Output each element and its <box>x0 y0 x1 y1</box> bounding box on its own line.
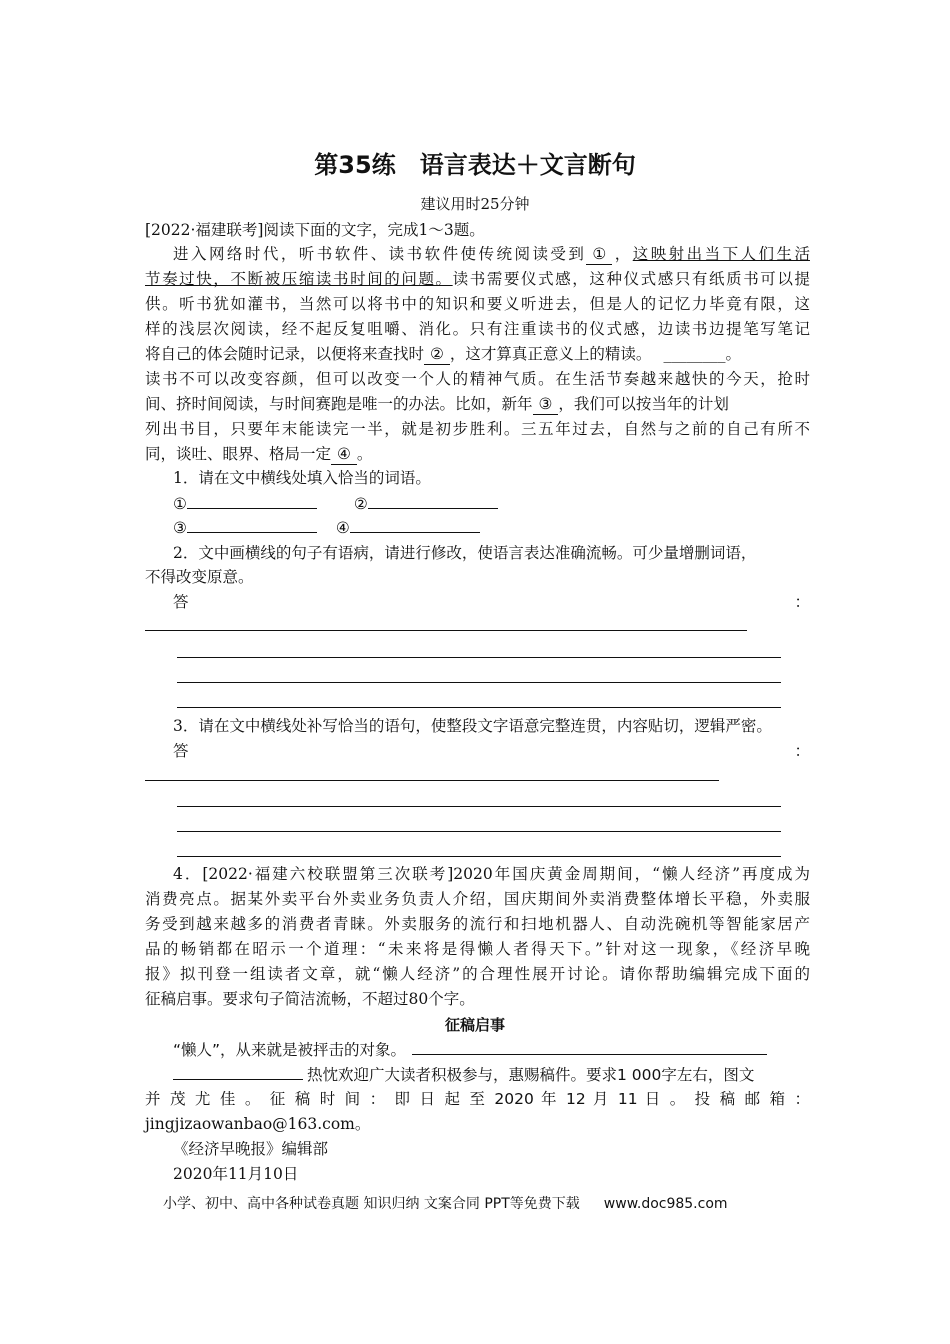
question-1: 1．请在文中横线处填入恰当的词语。 <box>173 469 431 487</box>
blank-3[interactable]: ③ <box>533 394 559 415</box>
answer-field-2[interactable] <box>368 491 498 509</box>
q3-answer-line-4[interactable] <box>177 856 781 857</box>
q3-answer-line-3[interactable] <box>177 831 781 832</box>
q3-answer-line-2[interactable] <box>177 806 781 807</box>
passage-line-4: 样的浅层次阅读，经不起反复咀嚼、消化。只有注重读书的仪式感，边读书边提笔写笔记 <box>145 320 810 338</box>
blank-1[interactable]: ① <box>586 244 612 265</box>
q1-answer-row-1: ① ② <box>173 491 810 516</box>
passage-line-3: 供。听书犹如灌书，当然可以将书中的知识和要义听进去，但是人的记忆力毕竟有限，这 <box>145 295 810 313</box>
passage-line-5: 将自己的体会随时记录，以便将来查找时 ② ，这才算真正意义上的精读。 ________。 <box>145 345 741 363</box>
blank-missing-sentence[interactable]: ________。 <box>663 345 741 363</box>
notice-line-3: 并 茂 尤 佳 。 征 稿 时 间 ： 即 日 起 至 2020 年 12 月 11 日 。 投 稿 邮 箱 ： <box>145 1090 810 1108</box>
question-2-cont: 不得改变原意。 <box>145 568 254 586</box>
question-4-line-6: 征稿启事。要求句子简洁流畅，不超过80个字。 <box>145 990 475 1008</box>
passage-line-8: 列出书目，只要年末能读完一半，就是初步胜利。三五年过去，自然与之前的自己有所不 <box>145 420 810 438</box>
q3-answer-line-1[interactable] <box>145 780 719 781</box>
notice-line-1: “懒人”，从来就是被抨击的对象。 <box>173 1037 810 1062</box>
q2-answer-line-1[interactable] <box>145 630 747 631</box>
question-4-line-1: 4．[2022·福建六校联盟第三次联考]2020年国庆黄金周期间，“懒人经济”再度成为 <box>173 865 810 883</box>
passage-line-6: 读书不可以改变容颜，但可以改变一个人的精神气质。在生活节奏越来越快的今天，抢时 <box>145 370 810 388</box>
notice-blank-2[interactable] <box>173 1062 303 1080</box>
blank-2[interactable]: ② <box>424 344 450 365</box>
q3-answer-label: 答 ： <box>173 742 810 760</box>
blank-4[interactable]: ④ <box>331 444 357 465</box>
page-title: 第35练 语言表达＋文言断句 <box>314 151 636 179</box>
notice-line-2: 热忱欢迎广大读者积极参与，惠赐稿件。要求1 000字左右，图文 <box>173 1062 810 1087</box>
footer <box>163 1193 728 1213</box>
passage-line-7: 间、挤时间阅读，与时间赛跑是唯一的办法。比如，新年 ③ ，我们可以按当年的计划 <box>145 395 729 413</box>
notice-date: 2020年11月10日 <box>173 1165 299 1183</box>
passage-line-1: 进入网络时代，听书软件、读书软件使传统阅读受到 ① ，这映射出当下人们生活 <box>173 245 810 263</box>
notice-title: 征稿启事 <box>444 1016 505 1034</box>
question-4-line-3: 务受到越来越多的消费者青睐。外卖服务的流行和扫地机器人、自动洗碗机等智能家居产 <box>145 915 810 933</box>
footer-link[interactable]: www.doc985.com <box>603 1196 728 1212</box>
q2-answer-label: 答 ： <box>173 593 810 611</box>
q1-answer-row-2: ③ ④ <box>173 515 810 540</box>
footer-text: 小学、初中、高中各种试卷真题 知识归纳 文案合同 PPT等免费下载 <box>163 1196 580 1212</box>
page-subtitle: 建议用时25分钟 <box>420 195 530 213</box>
answer-field-3[interactable] <box>187 515 317 533</box>
notice-blank-1[interactable] <box>412 1037 767 1055</box>
notice-email: jingjizaowanbao@163.com。 <box>145 1115 371 1133</box>
question-4-line-5: 报》拟刊登一组读者文章，就“懒人经济”的合理性展开讨论。请你帮助编辑完成下面的 <box>145 965 810 983</box>
question-4-line-4: 品的畅销都在昭示一个道理：“未来将是得懒人者得天下。”针对这一现象，《经济早晚 <box>145 940 810 958</box>
passage-line-9: 同，谈吐、眼界、格局一定 ④ 。 <box>145 445 373 463</box>
underlined-sentence: 这映射出当下人们生活 <box>632 245 810 263</box>
question-4-line-2: 消费亮点。据某外卖平台外卖业务负责人介绍，国庆期间外卖消费整体增长平稳，外卖服 <box>145 890 810 908</box>
q2-answer-line-4[interactable] <box>177 707 781 708</box>
source-line: [2022·福建联考]阅读下面的文字，完成1～3题。 <box>145 221 485 239</box>
underlined-sentence-cont: 节奏过快，不断被压缩读书时间的问题。 <box>145 270 453 288</box>
question-3: 3．请在文中横线处补写恰当的语句，使整段文字语意完整连贯，内容贴切，逻辑严密。 <box>173 717 772 735</box>
question-2: 2．文中画横线的句子有语病，请进行修改，使语言表达准确流畅。可少量增删词语， <box>173 544 757 562</box>
answer-field-4[interactable] <box>350 515 480 533</box>
passage-line-2: 节奏过快，不断被压缩读书时间的问题。读书需要仪式感，这种仪式感只有纸质书可以提 <box>145 270 810 288</box>
answer-field-1[interactable] <box>187 491 317 509</box>
notice-department: 《经济早晚报》编辑部 <box>173 1140 329 1158</box>
q2-answer-line-3[interactable] <box>177 682 781 683</box>
q2-answer-line-2[interactable] <box>177 657 781 658</box>
